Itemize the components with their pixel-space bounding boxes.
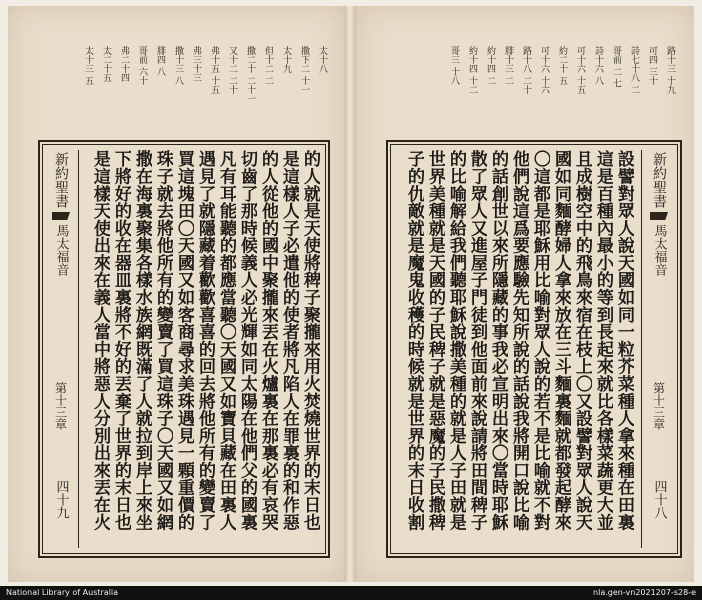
text-column: 且成樹空中的飛鳥來宿在枝上〇又設譬對眾人說天 bbox=[572, 150, 592, 531]
text-column: 他們說這爲要應驗先知所說的話說我將開口說比喻 bbox=[509, 150, 529, 531]
text-column: 珠子就去將他所有的變賣了買這珠子〇天國又如網 bbox=[153, 150, 173, 531]
left-margin-notes bbox=[66, 46, 328, 138]
right-page bbox=[356, 6, 694, 582]
text-column: 下將好的收在器皿裏將不好的丟棄了世界的末日也 bbox=[111, 150, 131, 531]
margin-note: 撒十三 八 bbox=[173, 46, 183, 85]
margin-note: 路十八 二十 bbox=[521, 46, 531, 94]
text-column: 切齒了那時候義人必光輝如同太陽在他們父的國裏 bbox=[237, 150, 257, 531]
text-column: 是這樣人子必遣他的使者將凡陷人在罪裏的和作惡 bbox=[279, 150, 299, 531]
right-fish-tail-ornament-icon bbox=[650, 212, 668, 220]
left-page-number: 四十九 bbox=[53, 480, 69, 519]
margin-note: 約十四 二 bbox=[485, 46, 495, 85]
text-column: 的話創世以來所隱藏的事我必宣明出來〇當時耶穌 bbox=[488, 150, 508, 531]
text-column: 的人從他的國中聚攏來丟在火爐裏在那裏必有哀哭 bbox=[258, 150, 278, 531]
margin-note: 太十三 五 bbox=[83, 46, 93, 85]
text-column: 是這樣天使出來在義人當中將惡人分別出來丟在火 bbox=[90, 150, 110, 531]
text-column: 遇見了就隱藏着歡歡喜喜的回去將他所有的變賣了 bbox=[195, 150, 215, 531]
text-column: 撒在海裏聚集各樣水族網既滿了人就拉到岸上來坐 bbox=[132, 150, 152, 531]
right-side-strip bbox=[641, 150, 676, 548]
margin-note: 可四 三十 bbox=[647, 46, 657, 85]
right-chapter-label: 第十三章 bbox=[651, 382, 666, 430]
text-column: 凡有耳能聽的都應當聽〇天國又如寶貝藏在田裏人 bbox=[216, 150, 236, 531]
margin-note: 詩十六 八 bbox=[593, 46, 603, 85]
margin-note: 弗二十四 bbox=[119, 46, 129, 82]
right-margin-notes bbox=[406, 46, 676, 138]
margin-note: 可十六 十六 bbox=[539, 46, 549, 94]
book-gutter bbox=[344, 6, 356, 582]
right-text-frame bbox=[386, 140, 682, 558]
text-column: 〇這都是耶穌用比喻對眾人說的若不是比喻就不對 bbox=[530, 150, 550, 531]
margin-note: 詩七十八 二 bbox=[629, 46, 639, 94]
margin-note: 哥前 六十 bbox=[137, 46, 147, 85]
left-page bbox=[8, 6, 344, 582]
text-column: 世界美種就是天國的子民稗子就是惡魔的子民撒稗 bbox=[425, 150, 445, 531]
left-fish-tail-ornament-icon bbox=[52, 212, 70, 220]
left-text-frame bbox=[38, 140, 330, 558]
margin-note: 弗三十三 bbox=[191, 46, 201, 82]
text-column: 這是百種內最小的等到長起來就比各樣菜蔬更大並 bbox=[593, 150, 613, 531]
margin-note: 路十三 十九 bbox=[665, 46, 675, 94]
margin-note: 太十九 bbox=[281, 46, 291, 73]
text-column: 的比喻解給我們聽耶穌說撒美種的就是人子田就是 bbox=[446, 150, 466, 531]
margin-note: 約十四 十二 bbox=[467, 46, 477, 94]
left-body-text bbox=[86, 150, 320, 548]
left-running-title: 新約聖書 bbox=[53, 152, 69, 208]
margin-note: 太十八 bbox=[317, 46, 327, 73]
margin-note: 但十二 二 bbox=[263, 46, 273, 85]
footer-identifier: nla.gen-vn2021207-s28-e bbox=[593, 588, 696, 597]
left-chapter-label: 第十三章 bbox=[53, 382, 68, 430]
margin-note: 腓四 八 bbox=[155, 46, 165, 76]
text-column: 設譬對眾人說天國如同一粒芥菜種人拿來種在田裏 bbox=[614, 150, 634, 531]
left-side-strip bbox=[44, 150, 79, 548]
right-book-name: 馬太福音 bbox=[651, 224, 667, 276]
text-column: 的人就是天使將稗子聚攏來用火焚燒世界的末日也 bbox=[300, 150, 320, 531]
right-page-number: 四十八 bbox=[651, 480, 667, 519]
margin-note: 撒二十 二十一 bbox=[245, 46, 255, 103]
margin-note: 腓十三 二 bbox=[503, 46, 513, 85]
footer-bar bbox=[0, 586, 702, 600]
footer-credit: National Library of Australia bbox=[6, 588, 119, 597]
margin-note: 哥三 十八 bbox=[449, 46, 459, 85]
text-column: 子的仇敵就是魔鬼收穫的時候就是世界的末日收割 bbox=[404, 150, 424, 531]
right-running-title: 新約聖書 bbox=[651, 152, 667, 208]
margin-note: 又十二 二十 bbox=[227, 46, 237, 94]
left-book-name: 馬太福音 bbox=[53, 224, 69, 276]
right-body-text bbox=[394, 150, 634, 548]
margin-note: 弗十五 十五 bbox=[209, 46, 219, 94]
text-column: 散了眾人又進屋子門徒到他面前來說請將田間稗子 bbox=[467, 150, 487, 531]
text-column: 買這塊田〇天國又如客商尋求美珠遇見一顆重價的 bbox=[174, 150, 194, 531]
margin-note: 可十六 十五 bbox=[575, 46, 585, 94]
margin-note: 哥前 二 七 bbox=[611, 46, 621, 88]
margin-note: 約二十 五 bbox=[557, 46, 567, 85]
margin-note: 太二十五 bbox=[101, 46, 111, 82]
margin-note: 撒下二 十一 bbox=[299, 46, 309, 94]
text-column: 國如同麵酵婦人拿來放在三斗麵裏麵就都發起酵來 bbox=[551, 150, 571, 531]
